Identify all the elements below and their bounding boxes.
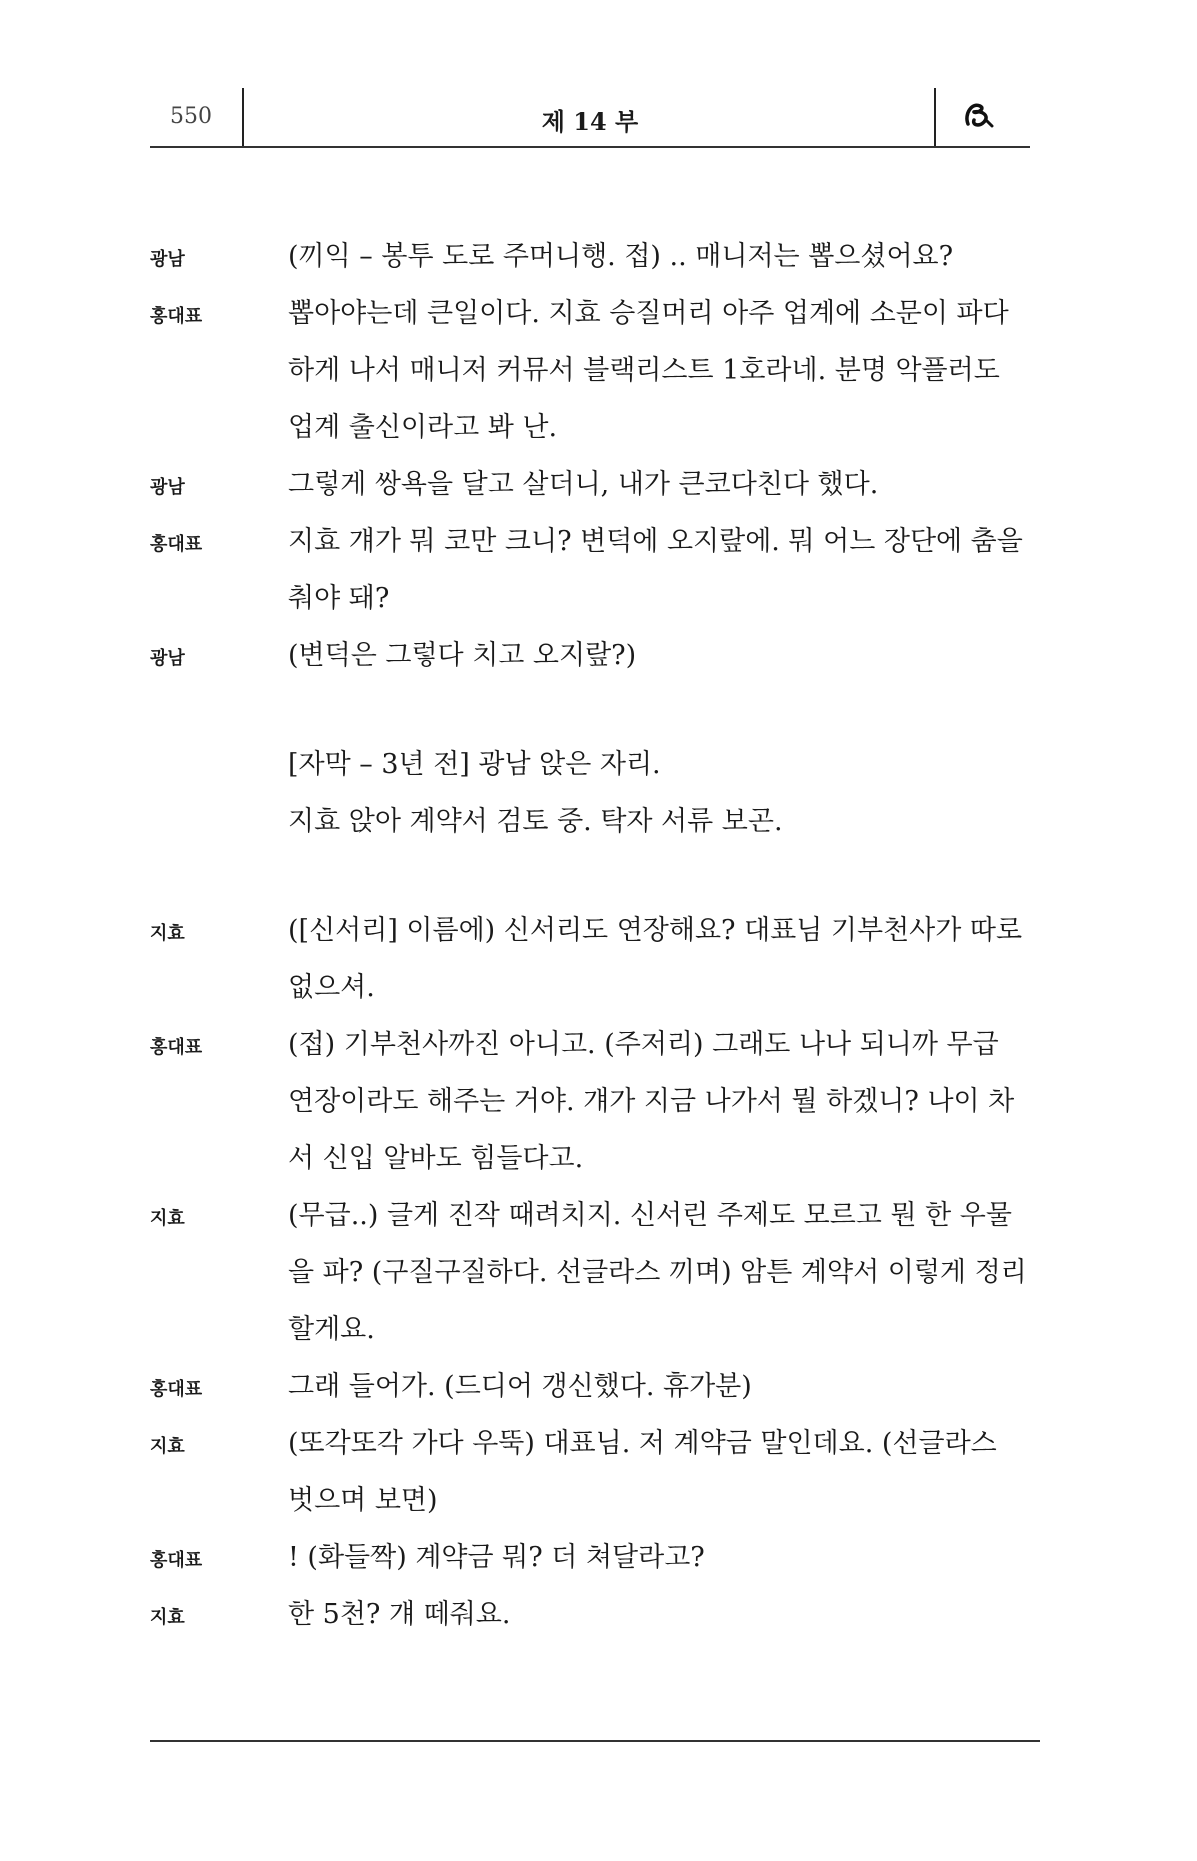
footer-rule xyxy=(150,1740,1040,1742)
speaker-name: 지효 xyxy=(150,923,185,944)
dialogue-line xyxy=(150,228,1030,285)
section-title: 제 14 부 xyxy=(541,107,639,136)
dialogue-text: ! (화들짝) 계약금 뭐? 더 쳐달라고? xyxy=(288,1542,705,1573)
dialogue-text: (무급..) 글게 진작 때려치지. 신서린 주제도 모르고 뭔 한 우물을 파? (구질구질하다. 선글라스 끼며) 암튼 계약서 이렇게 정리할게요. xyxy=(288,1200,1027,1345)
dialogue-line xyxy=(150,1358,1030,1415)
dialogue-line xyxy=(150,902,1030,1016)
spacer xyxy=(150,850,1030,902)
dialogue-line xyxy=(150,627,1030,684)
dialogue-line xyxy=(150,285,1030,456)
dialogue-text: (접) 기부천사까진 아니고. (주저리) 그래도 나나 되니까 무급 연장이라도 해주는 거야. 걔가 지금 나가서 뭘 하겠니? 나이 차서 신입 알바도 힘들다고. xyxy=(288,1029,1015,1174)
page-header xyxy=(150,88,1030,148)
stage-direction-line: [자막 – 3년 전] 광남 앉은 자리. xyxy=(288,749,661,780)
dialogue-line xyxy=(150,1586,1030,1643)
dialogue-text: (끼익 – 봉투 도로 주머니행. 접) .. 매니저는 뽑으셨어요? xyxy=(288,241,954,272)
script-body xyxy=(150,228,1030,1643)
dialogue-line xyxy=(150,513,1030,627)
dialogue-line xyxy=(150,1016,1030,1187)
dialogue-text: ([신서리] 이름에) 신서리도 연장해요? 대표님 기부천사가 따로 없으셔. xyxy=(288,915,1023,1003)
dialogue-block-after xyxy=(150,902,1030,1643)
speaker-name: 홍대표 xyxy=(150,306,203,327)
publisher-logo-icon xyxy=(962,98,996,132)
speaker-name: 광남 xyxy=(150,249,185,270)
dialogue-line xyxy=(150,1415,1030,1529)
stage-direction xyxy=(288,736,1030,850)
speaker-name: 홍대표 xyxy=(150,534,203,555)
speaker-name: 홍대표 xyxy=(150,1379,203,1400)
speaker-name: 광남 xyxy=(150,477,185,498)
dialogue-line xyxy=(150,456,1030,513)
dialogue-block-before xyxy=(150,228,1030,684)
dialogue-line xyxy=(150,1187,1030,1358)
speaker-name: 지효 xyxy=(150,1436,185,1457)
dialogue-text: 그래 들어가. (드디어 갱신했다. 휴가분) xyxy=(288,1371,752,1402)
dialogue-line xyxy=(150,1529,1030,1586)
speaker-name: 홍대표 xyxy=(150,1550,203,1571)
dialogue-text: 그렇게 쌍욕을 달고 살더니, 내가 큰코다친다 했다. xyxy=(288,469,879,500)
dialogue-text: 한 5천? 걔 떼줘요. xyxy=(288,1599,511,1630)
speaker-name: 홍대표 xyxy=(150,1037,203,1058)
speaker-name: 지효 xyxy=(150,1208,185,1229)
dialogue-text: 뽑아야는데 큰일이다. 지효 승질머리 아주 업계에 소문이 파다하게 나서 매니저 커뮤서 블랙리스트 1호라네. 분명 악플러도 업계 출신이라고 봐 난. xyxy=(288,298,1009,443)
header-rule xyxy=(150,146,1030,148)
header-divider-right xyxy=(934,88,936,148)
spacer xyxy=(150,684,1030,736)
stage-direction-line: 지효 앉아 계약서 검토 중. 탁자 서류 보곤. xyxy=(288,806,783,837)
speaker-name: 광남 xyxy=(150,648,185,669)
page-number: 550 xyxy=(170,104,212,129)
dialogue-text: 지효 걔가 뭐 코만 크니? 변덕에 오지랖에. 뭐 어느 장단에 춤을 춰야 돼? xyxy=(288,526,1023,614)
dialogue-text: (또각또각 가다 우뚝) 대표님. 저 계약금 말인데요. (선글라스 벗으며 보면) xyxy=(288,1428,997,1516)
dialogue-text: (변덕은 그렇다 치고 오지랖?) xyxy=(288,640,637,671)
speaker-name: 지효 xyxy=(150,1607,185,1628)
